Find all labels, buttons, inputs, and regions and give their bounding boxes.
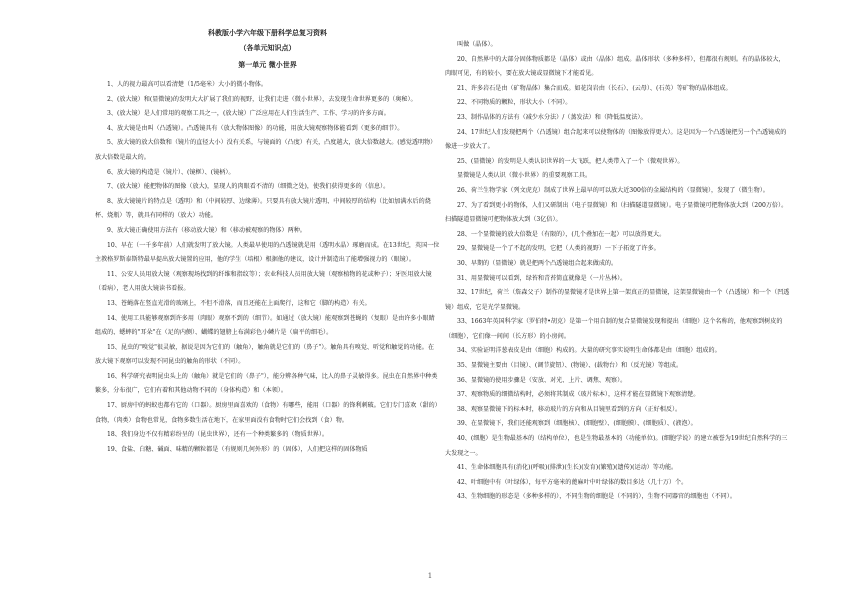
paragraph: 19、食盐、白糖、碱面、味精的颗粒都是（有规则几何外形）的（固体），人们把这样的固体物质 xyxy=(107,445,368,453)
paragraph: 5、放大镜的放大倍数和（镜片的直径大小）没有关系，与镜面的（凸度）有关，凸度越大，放大倍数越大。(感觉透明物）放大倍数是最大的。 xyxy=(95,139,437,161)
paragraph: 37、观察物质的细微结构时，必须将其制成（玻片标本），这样才能在显微镜下观察清楚。 xyxy=(457,391,700,399)
paragraph: 21、许多岩石是由（矿物晶体）集合而成。如花岗岩由（长石）、(云母）、(石英）等矿物的晶体组成。 xyxy=(457,84,732,92)
paragraph: 27、为了看到更小的物体，人们又研制出（电子显微镜）和（扫描隧道显微镜）。电子显微镜可把物体放大到（200万倍）。扫描隧道显微镜可把物体放大到（3亿倍）。 xyxy=(445,201,788,224)
paragraph: 24、17世纪人们发现把两个（凸透镜）组合起来可以使物体的（图像放得更大）。这是因为一个凸透镜把另一个凸透镜成的像进一步放大了。 xyxy=(445,128,787,151)
paragraph: 22、不同物质的颗粒，形状大小（不同）。 xyxy=(457,99,572,107)
paragraph: 39、在显微镜下，我们还能观察到（细胞核）、(细胞壁）、(细胞膜）、(细胞质）、(液泡）。 xyxy=(457,420,697,428)
paragraph: 23、制作晶体的方法有（减少水分法）/（蒸发法）和（降低温度法）。 xyxy=(457,113,647,121)
paragraph: 7、(放大镜）能把物体的图像（放大)，显现人的肉眼看不清的（细微之处)，使我们获得更多的（信息）。 xyxy=(107,183,390,191)
document-title: 科教版小学六年级下册科学总复习资料 xyxy=(208,28,327,37)
paragraph: 9、放大镜正确使用方法有（移动放大镜）和（移动被观察的物体）两种。 xyxy=(107,226,306,234)
paragraph: 43、生物细胞的形态是（多种多样的），不同生物的细胞是（不同的），生物不同器官的细胞也（不同）。 xyxy=(457,493,736,501)
paragraph: 1、人的视力最高可以看清楚（1/5毫米）大小的微小物体。 xyxy=(107,81,267,88)
right-column xyxy=(445,38,790,505)
paragraph: 42、叶细胞中有（叶绿体），每平方毫米的蓖麻叶中叶绿体的数目多达（几十万）个。 xyxy=(457,478,688,486)
paragraph: 叫做（晶体）。 xyxy=(457,41,497,48)
paragraph: 30、早期的（显微镜）就是把两个凸透镜组合起来做成的。 xyxy=(457,259,618,267)
paragraph: 10、早在（一千多年前）人们就发明了放大镜。人类最早使用的凸透镜就是用（透明水晶）琢磨而成。在13世纪，英国一位主教格罗斯泰斯特最早提出放大镜置的应用，他的学生（培根）根据他的建议，设计并制造出了能增强视力的（眼镜）。 xyxy=(95,241,440,264)
paragraph: 6、放大镜的构造是（镜片）、(镜框）、(镜柄）。 xyxy=(107,168,235,176)
paragraph: 15、昆虫的"嗅觉"很灵敏，据说是因为它们的（触角），触角就是它们的（鼻子"）。触角具有嗅觉、听觉和触觉的功能。在放大镜下观察可以发现不同昆虫的触角的形状（不同）。 xyxy=(95,343,434,366)
paragraph: 16、科学研究表明昆虫头上的（触角）就是它们的（鼻子"），能分辨各种气味，比人的鼻子灵敏得多。昆虫在自然界中种类繁多，分布很广，它们有着和其他动物不同的（身体构造）和（本领）。 xyxy=(95,372,438,395)
paragraph: 17、厨房中的蚂蚁也都有它的（口器）。厨房里面喜欢的（食物）有哪些，能用（口器）的锋利刺破。它们专门喜欢（甜的）食物，（肉类）食物也常见，食物多数生活在地下，在家里面没有食物时它们会找到（食）物。 xyxy=(95,402,438,424)
document-subtitle: （各单元知识点） xyxy=(239,43,296,52)
paragraph: 36、显微镜的使用步骤是（安放、对光、上片、调焦、观察）。 xyxy=(457,376,627,384)
paragraph: 13、苍蝇落在竖直光滑的玻璃上，不但不滑落，而且还能在上面爬行，这和它（脚的构造）有关。 xyxy=(107,299,371,307)
unit-heading: 第一单元 微小世界 xyxy=(238,60,297,69)
paragraph: 4、放大镜是由叫（凸透镜）。凸透镜具有（放大物体图像）的功能，用放大镜观察物体能看到（更多的细节）。 xyxy=(107,124,404,132)
paragraph: 8、放大镜镜片的特点是（透明）和（中间较厚、边缘薄）。只要具有放大镜片透明、中间较厚的结构（比如加满水后的烧杯、烧瓶）等，就具有同样的（放大）功能。 xyxy=(95,197,431,220)
paragraph: 25、(显微镜）的发明是人类认识世界的一大飞跃，把人类带入了一个（微观世界）。 xyxy=(457,157,684,165)
paragraph: 31、用显微镜可以看到，绿苔和青苔简直就像是（一片丛林）。 xyxy=(457,274,627,282)
paragraph: 28、一个显微镜的放大倍数是（有限的），(几个叠加在一起）可以放得更大。 xyxy=(457,230,666,238)
paragraph: 40、(细胞）是生物最基本的（结构单位），也是生物最基本的（功能单位)。(细胞学说）的建立被誉为19世纪自然科学的三大发现之一。 xyxy=(445,435,788,457)
paragraph: 35、显微镜主要由（目镜）、(调节旋钮）、(物镜）、(载物台）和（反光镜）等组成。 xyxy=(457,362,683,370)
paragraph: 33、1663年英国科学家（罗伯特•胡克）是第一个用自制的复合显微镜发现和提出（细胞）这个名称的，他观察到树皮的（细胞），它们像一间间（长方形）的小房间。 xyxy=(445,318,783,340)
paragraph: 20、自然界中的大部分固体物质都是（晶体）或由（晶体）组成。晶体形状（多种多样），但都很有规则。有的晶体较大，肉眼可见，有的较小，要在放大镜或显微镜下才能看见。 xyxy=(445,55,785,78)
paragraph: 29、显微镜是一个了不起的发明，它把（人类的视野）一下子拓宽了许多。 xyxy=(457,245,660,253)
paragraph: 26、荷兰生物学家（列文虎克）制成了世界上最早的可以放大近300倍的金属结构的（显微镜），发现了（微生物）。 xyxy=(457,186,769,194)
paragraph: 2、(放大镜）和(显微镜)的发明大大扩展了我们的视野，让我们走进（微小世界），去发现生命世界更多的（奥秘）。 xyxy=(107,95,417,103)
paragraph: 14、使用工具能够观察到许多用（肉眼）观察不到的（细节）。如通过（放大镜）能观察到苍蝇的（复眼）是由许多小眼睛组成的、蟋蟀的"耳朵"在（足的内侧）、蝴蝶的翅膀上布满彩色小鳞片是（扁平的细毛）。 xyxy=(95,314,435,337)
paragraph: 3、(放大镜）是人们常用的观察工具之一，(放大镜）广泛应用在人们生活生产、工作、学习的许多方面。 xyxy=(107,110,390,118)
page-number: 1 xyxy=(427,572,433,580)
paragraph: 41、生命体细胞具有(消化)(呼吸)(排泄)(生长)(发育)(繁殖)(遗传)(运动）等功能。 xyxy=(457,464,678,472)
paragraph: 11、公安人员用放大镜（观察现场找到的纤维和指纹等）；农业科技人员用放大镜（观察植物的花或种子）；牙医用放大镜（看病），老人用放大镜读书看报。 xyxy=(95,270,432,293)
paragraph: 32、17世纪，荷兰（詹森父子）制作的显微镜才是世界上第一架真正的显微镜，这架显微镜由一个（凸透镜）和一个（凹透镜）组成，它是光学显微镜。 xyxy=(445,289,790,311)
paragraph: 18、我们身边不仅有精彩纷呈的（昆虫世界），还有一个种类繁多的（物质世界）。 xyxy=(107,431,329,439)
paragraph: 34、实验证明洋葱表皮是由（细胞）构成的。大量的研究事实说明生命体都是由（细胞）组成的。 xyxy=(457,347,721,355)
paragraph: 38、观察显微镜下的标本时，移动玻片的方向和从目镜里看到的方向（正好相反）。 xyxy=(457,405,682,413)
left-column xyxy=(95,78,440,457)
paragraph: 显微镜是人类认识（微小世界）的重要观察工具。 xyxy=(457,172,592,180)
